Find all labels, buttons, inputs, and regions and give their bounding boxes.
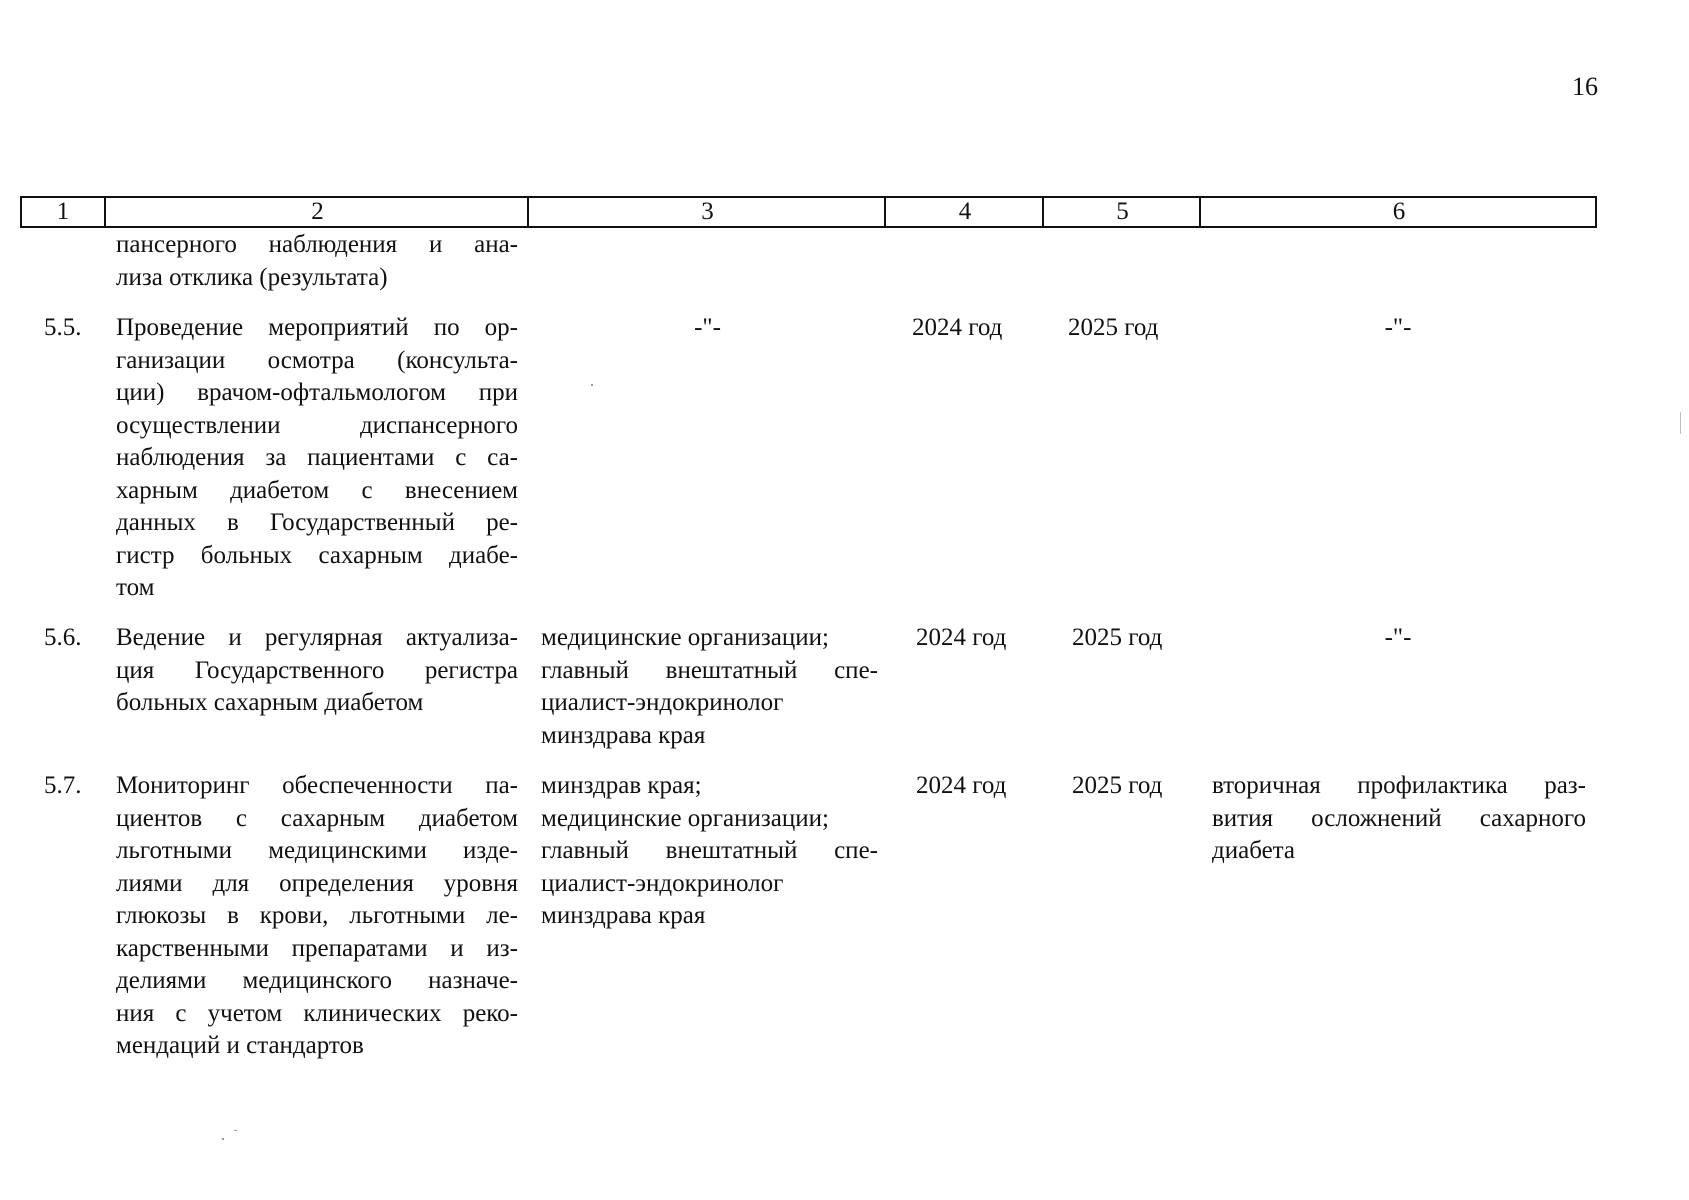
header-col-1: 1 bbox=[56, 198, 70, 225]
action-line: ния с учетом клинических реко- bbox=[116, 999, 518, 1027]
row-result bbox=[1200, 622, 1596, 655]
row-executor bbox=[541, 770, 878, 933]
row-end-date: 2025 год bbox=[1072, 624, 1163, 651]
row-result bbox=[1200, 312, 1596, 345]
action-line: циентов с сахарным диабетом bbox=[116, 804, 518, 832]
continuation-text bbox=[116, 229, 518, 294]
result-line: -"- bbox=[1384, 314, 1412, 341]
executor-line: циалист-эндокринолог bbox=[541, 869, 784, 897]
header-col-5: 5 bbox=[1042, 198, 1201, 226]
action-line: наблюдения за пациентами с са- bbox=[116, 444, 518, 471]
scan-speck bbox=[591, 384, 593, 386]
scan-edge-mark bbox=[1680, 412, 1681, 434]
row-number: 5.6. bbox=[44, 624, 82, 651]
action-line: ции) врачом-офтальмологом при bbox=[116, 379, 518, 406]
action-line: Проведение мероприятий по ор- bbox=[116, 314, 518, 341]
result-line: вторичная профилактика раз- bbox=[1212, 772, 1586, 799]
action-line: лиями для определения уровня bbox=[116, 869, 518, 897]
action-line: глюкозы в крови, льготными ле- bbox=[116, 902, 518, 929]
row-end-date: 2025 год bbox=[1072, 772, 1163, 799]
continuation-line: лиза отклика (результата) bbox=[116, 263, 388, 291]
table-header-row bbox=[20, 196, 1597, 228]
continuation-line: пансерного наблюдения и ана- bbox=[116, 231, 518, 258]
executor-line: медицинские организации; bbox=[541, 624, 829, 651]
action-line: мендаций и стандартов bbox=[116, 1032, 364, 1059]
header-col-4: 4 bbox=[884, 198, 1044, 226]
action-line: ганизации осмотра (консульта- bbox=[116, 346, 518, 374]
action-line: ция Государственного регистра bbox=[116, 656, 518, 684]
executor-line: минздрава края bbox=[541, 902, 706, 929]
row-start-date: 2024 год bbox=[916, 772, 1007, 799]
action-line: харным диабетом с внесением bbox=[116, 476, 518, 504]
executor-line: минздрава края bbox=[541, 721, 706, 749]
row-end-date: 2025 год bbox=[1068, 314, 1159, 341]
scan-speck bbox=[234, 1130, 237, 1131]
row-start-date: 2024 год bbox=[916, 624, 1007, 651]
row-number: 5.5. bbox=[44, 314, 82, 341]
action-line: данных в Государственный ре- bbox=[116, 509, 518, 536]
row-action bbox=[116, 312, 518, 605]
row-action bbox=[116, 622, 518, 720]
action-line: карственными препаратами и из- bbox=[116, 934, 518, 962]
action-line: больных сахарным диабетом bbox=[116, 689, 424, 716]
executor-line: -"- bbox=[694, 314, 721, 341]
executor-line: минздрав края; bbox=[541, 772, 702, 799]
executor-line: главный внештатный спе- bbox=[541, 837, 878, 864]
row-result bbox=[1212, 770, 1586, 868]
executor-line: циалист-эндокринолог bbox=[541, 689, 784, 716]
header-col-2: 2 bbox=[104, 198, 529, 226]
executor-line: медицинские организации; bbox=[541, 804, 829, 832]
result-line: диабета bbox=[1212, 837, 1296, 864]
action-line: льготными медицинскими изде- bbox=[116, 837, 518, 864]
scan-speck bbox=[222, 1138, 224, 1140]
action-line: гистр больных сахарным диабе- bbox=[116, 541, 518, 569]
action-line: осуществлении диспансерного bbox=[116, 411, 518, 439]
row-executor bbox=[541, 622, 878, 752]
result-line: вития осложнений сахарного bbox=[1212, 804, 1586, 832]
action-line: Мониторинг обеспеченности па- bbox=[116, 772, 518, 799]
row-executor bbox=[525, 312, 890, 345]
action-line: том bbox=[116, 574, 155, 601]
action-line: Ведение и регулярная актуализа- bbox=[116, 624, 518, 651]
executor-line: главный внештатный спе- bbox=[541, 656, 878, 684]
header-col-6: 6 bbox=[1199, 198, 1597, 226]
action-line: делиями медицинского назначе- bbox=[116, 967, 518, 994]
row-action bbox=[116, 770, 518, 1063]
page-number: 16 bbox=[1572, 72, 1598, 101]
result-line: -"- bbox=[1384, 624, 1412, 651]
row-start-date: 2024 год bbox=[912, 314, 1003, 341]
header-col-3: 3 bbox=[527, 198, 886, 226]
row-number: 5.7. bbox=[44, 772, 82, 799]
